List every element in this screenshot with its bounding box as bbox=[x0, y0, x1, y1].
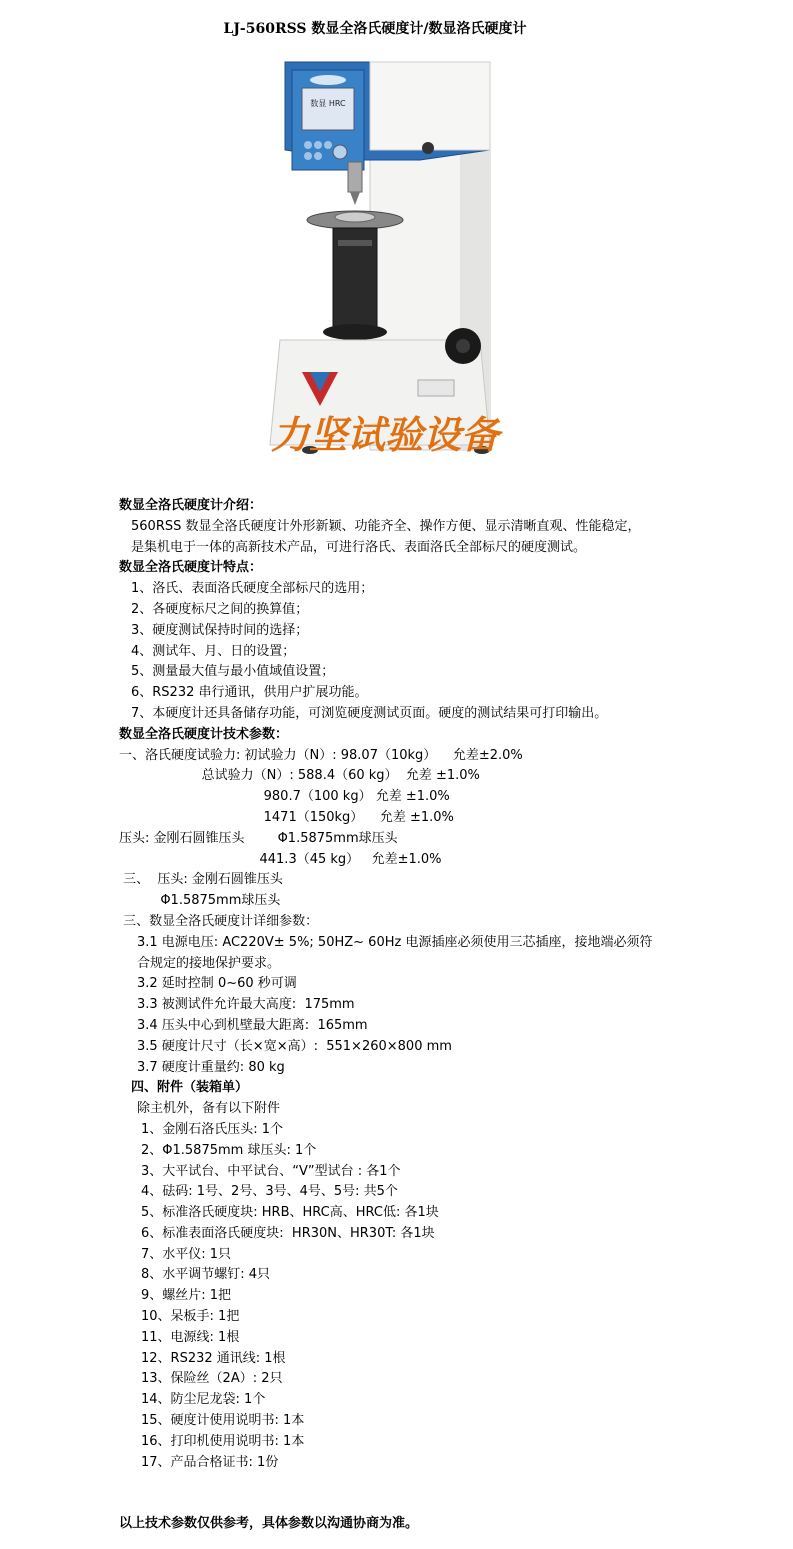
param-line: 980.7（100 kg） 允差 ±1.0% bbox=[119, 789, 450, 805]
detail-line: 合规定的接地保护要求。 bbox=[137, 955, 281, 971]
document-body bbox=[119, 496, 719, 1473]
intro-heading: 数显全洛氏硬度计介绍： bbox=[119, 498, 263, 513]
detail-line: 3.3 被测试件允许最大高度: 175mm bbox=[137, 997, 355, 1013]
accessory-item: 10、呆板手: 1把 bbox=[141, 1309, 240, 1325]
accessory-item: 9、螺丝片: 1把 bbox=[141, 1288, 232, 1304]
detail-line: 3.1 电源电压: AC220V± 5%; 50HZ~ 60Hz 电源插座必须使用三芯插座，接地端必须符 bbox=[137, 934, 653, 950]
accessory-item: 16、打印机使用说明书: 1本 bbox=[141, 1433, 305, 1449]
detail-line: 3.7 硬度计重量约: 80 kg bbox=[137, 1059, 285, 1075]
accessory-item: 12、RS232 通讯线: 1根 bbox=[141, 1350, 286, 1366]
page-title: LJ-560RSS 数显全洛氏硬度计/数显洛氏硬度计 bbox=[223, 21, 527, 37]
accessory-item: 5、标准洛氏硬度块: HRB、HRC高、HRC低: 各1块 bbox=[141, 1205, 439, 1221]
param-line: 三、数显全洛氏硬度计详细参数： bbox=[119, 913, 319, 929]
param-line: 1471（150kg） 允差 ±1.0% bbox=[119, 809, 454, 825]
accessory-item: 3、大平试台、中平试台、“V”型试台 : 各1个 bbox=[141, 1163, 401, 1179]
detail-line: 3.2 延时控制 0~60 秒可调 bbox=[137, 976, 297, 992]
accessory-item: 1、金刚石洛氏压头: 1个 bbox=[141, 1121, 284, 1137]
screen-text: 数显 HRC bbox=[310, 99, 346, 108]
accessory-item: 2、Φ1.5875mm 球压头: 1个 bbox=[141, 1142, 317, 1158]
brand-logo-text: 力坚试验设备 bbox=[270, 413, 500, 457]
footer-note: 以上技术参数仅供参考，具体参数以沟通协商为准。 bbox=[119, 1516, 419, 1531]
intro-line: 是集机电于一体的高新技术产品，可进行洛氏、表面洛氏全部标尺的硬度测试。 bbox=[131, 539, 587, 555]
accessory-item: 8、水平调节螺钉: 4只 bbox=[141, 1267, 271, 1283]
accessory-item: 14、防尘尼龙袋: 1个 bbox=[141, 1392, 266, 1408]
param-line: 一、洛氏硬度试验力: 初试验力（N）: 98.07（10kg） 允差±2.0% bbox=[119, 747, 523, 763]
feature-item: 5、测量最大值与最小值域值设置； bbox=[131, 664, 335, 680]
intro-line: 560RSS 数显全洛氏硬度计外形新颖、功能齐全、操作方便、显示清晰直观、性能稳定， bbox=[131, 518, 641, 534]
feature-item: 6、RS232 串行通讯，供用户扩展功能。 bbox=[131, 685, 368, 701]
feature-item: 4、测试年、月、日的设置； bbox=[131, 643, 296, 659]
accessory-item: 7、水平仪: 1只 bbox=[141, 1246, 232, 1262]
hardness-tester-photo bbox=[220, 50, 550, 470]
accessories-heading: 四、附件（装箱单） bbox=[131, 1080, 249, 1096]
accessory-item: 15、硬度计使用说明书: 1本 bbox=[141, 1413, 305, 1429]
param-line: 三、 压头: 金刚石圆锥压头 bbox=[119, 872, 283, 888]
accessory-item: 6、标准表面洛氏硬度块: HR30N、HR30T: 各1块 bbox=[141, 1225, 435, 1241]
accessories-intro: 除主机外，备有以下附件 bbox=[137, 1101, 281, 1117]
accessory-item: 4、砝码: 1号、2号、3号、4号、5号: 共5个 bbox=[141, 1184, 398, 1200]
params-heading: 数显全洛氏硬度计技术参数： bbox=[119, 726, 289, 742]
param-line: 总试验力（N）: 588.4（60 kg） 允差 ±1.0% bbox=[119, 768, 480, 784]
features-heading: 数显全洛氏硬度计特点： bbox=[119, 560, 263, 576]
feature-item: 7、本硬度计还具备储存功能，可浏览硬度测试页面。硬度的测试结果可打印输出。 bbox=[131, 705, 608, 721]
param-line: 441.3（45 kg） 允差±1.0% bbox=[119, 851, 442, 867]
param-line: 压头: 金刚石圆锥压头 Φ1.5875mm球压头 bbox=[119, 830, 398, 846]
feature-item: 3、硬度测试保持时间的选择； bbox=[131, 622, 309, 638]
accessory-item: 17、产品合格证书: 1份 bbox=[141, 1454, 279, 1470]
accessory-item: 11、电源线: 1根 bbox=[141, 1329, 240, 1345]
feature-item: 1、洛氏、表面洛氏硬度全部标尺的选用； bbox=[131, 581, 374, 597]
detail-line: 3.5 硬度计尺寸（长×宽×高）: 551×260×800 mm bbox=[137, 1038, 452, 1054]
feature-item: 2、各硬度标尺之间的换算值； bbox=[131, 601, 309, 617]
detail-line: 3.4 压头中心到机壁最大距离: 165mm bbox=[137, 1017, 368, 1033]
param-line: Φ1.5875mm球压头 bbox=[119, 893, 281, 909]
accessory-item: 13、保险丝（2A）: 2只 bbox=[141, 1371, 283, 1387]
